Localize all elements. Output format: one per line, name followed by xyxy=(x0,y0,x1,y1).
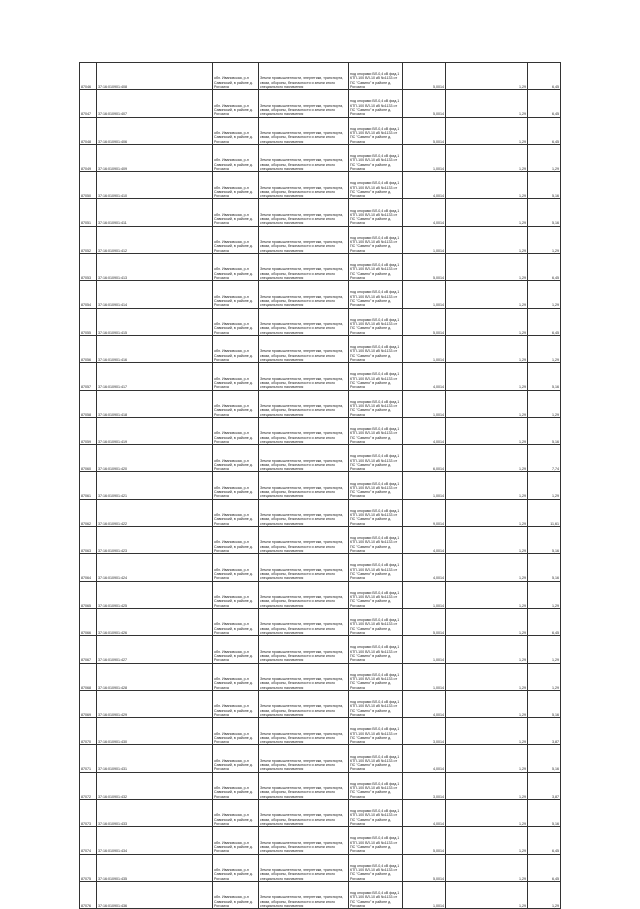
address-cell: обл. Ивановская, р-н Савинский, в районе д. Рогозиха xyxy=(213,90,259,117)
permitted-use-cell: под опорами ВЛ-0,4 кВ фид.1 КТП-100 ВЛ-10 кВ №1133 от ПС "Савино" в районе д. Рогозиха xyxy=(349,417,403,444)
address-cell: обл. Ивановская, р-н Савинский, в районе д. Рогозиха xyxy=(213,690,259,717)
address-cell: обл. Ивановская, р-н Савинский, в районе д. Рогозиха xyxy=(213,172,259,199)
address-cell: обл. Ивановская, р-н Савинский, в районе д. Рогозиха xyxy=(213,226,259,253)
address-cell: обл. Ивановская, р-н Савинский, в районе д. Рогозиха xyxy=(213,308,259,335)
row-id-cell: 87072 xyxy=(80,772,97,799)
row-id-cell: 87055 xyxy=(80,308,97,335)
sum-cell: 3,87 xyxy=(528,718,561,745)
area-cell: 1,0014 xyxy=(403,335,446,362)
row-id-cell: 87075 xyxy=(80,854,97,881)
address-cell: обл. Ивановская, р-н Савинский, в районе д. Рогозиха xyxy=(213,745,259,772)
row-id-cell: 87074 xyxy=(80,827,97,854)
sum-cell: 1,29 xyxy=(528,144,561,171)
area-cell: 5,0014 xyxy=(403,608,446,635)
address-cell: обл. Ивановская, р-н Савинский, в районе д. Рогозиха xyxy=(213,608,259,635)
row-id-cell: 87047 xyxy=(80,90,97,117)
land-category-cell: Земли промышленности, энергетики, транспорта, связи, обороны, безопасности и земли иного специального назначения xyxy=(259,772,349,799)
cadastral-number-cell: 37:16:010901:414 xyxy=(97,281,213,308)
row-id-cell: 87049 xyxy=(80,144,97,171)
permitted-use-cell: под опорами ВЛ-0,4 кВ фид.1 КТП-100 ВЛ-10 кВ №1133 от ПС "Савино" в районе д. Рогозиха xyxy=(349,254,403,281)
permitted-use-cell: под опорами ВЛ-0,4 кВ фид.1 КТП-100 ВЛ-10 кВ №1133 от ПС "Савино" в районе д. Рогозиха xyxy=(349,854,403,881)
area-cell: 5,0014 xyxy=(403,854,446,881)
permitted-use-cell: под опорами ВЛ-0,4 кВ фид.1 КТП-100 ВЛ-10 кВ №1133 от ПС "Савино" в районе д. Рогозиха xyxy=(349,90,403,117)
land-category-cell: Земли промышленности, энергетики, транспорта, связи, обороны, безопасности и земли иного специального назначения xyxy=(259,827,349,854)
sum-cell: 6,45 xyxy=(528,608,561,635)
row-id-cell: 87060 xyxy=(80,445,97,472)
table-row xyxy=(80,363,561,390)
area-cell: 4,0014 xyxy=(403,690,446,717)
cadastral-number-cell: 37:16:010901:413 xyxy=(97,254,213,281)
address-cell: обл. Ивановская, р-н Савинский, в районе д. Рогозиха xyxy=(213,581,259,608)
table-row xyxy=(80,772,561,799)
cadastral-number-cell: 37:16:010901:430 xyxy=(97,718,213,745)
area-cell: 3,0014 xyxy=(403,718,446,745)
address-cell: обл. Ивановская, р-н Савинский, в районе д. Рогозиха xyxy=(213,663,259,690)
area-cell: 1,0014 xyxy=(403,636,446,663)
rate-cell: 1,29 xyxy=(446,117,528,144)
row-id-cell: 87046 xyxy=(80,63,97,90)
row-id-cell: 87057 xyxy=(80,363,97,390)
address-cell: обл. Ивановская, р-н Савинский, в районе д. Рогозиха xyxy=(213,281,259,308)
cadastral-number-cell: 37:16:010901:408 xyxy=(97,63,213,90)
cadastral-number-cell: 37:16:010901:420 xyxy=(97,445,213,472)
address-cell: обл. Ивановская, р-н Савинский, в районе д. Рогозиха xyxy=(213,363,259,390)
land-category-cell: Земли промышленности, энергетики, транспорта, связи, обороны, безопасности и земли иного специального назначения xyxy=(259,226,349,253)
land-category-cell: Земли промышленности, энергетики, транспорта, связи, обороны, безопасности и земли иного специального назначения xyxy=(259,390,349,417)
area-cell: 1,0014 xyxy=(403,663,446,690)
address-cell: обл. Ивановская, р-н Савинский, в районе д. Рогозиха xyxy=(213,472,259,499)
table-row xyxy=(80,718,561,745)
land-category-cell: Земли промышленности, энергетики, транспорта, связи, обороны, безопасности и земли иного специального назначения xyxy=(259,254,349,281)
cadastral-number-cell: 37:16:010901:417 xyxy=(97,363,213,390)
land-category-cell: Земли промышленности, энергетики, транспорта, связи, обороны, безопасности и земли иного специального назначения xyxy=(259,63,349,90)
address-cell: обл. Ивановская, р-н Савинский, в районе д. Рогозиха xyxy=(213,636,259,663)
cadastral-number-cell: 37:16:010901:425 xyxy=(97,581,213,608)
address-cell: обл. Ивановская, р-н Савинский, в районе д. Рогозиха xyxy=(213,117,259,144)
address-cell: обл. Ивановская, р-н Савинский, в районе д. Рогозиха xyxy=(213,827,259,854)
sum-cell: 5,16 xyxy=(528,800,561,827)
table-row xyxy=(80,445,561,472)
permitted-use-cell: под опорами ВЛ-0,4 кВ фид.1 КТП-100 ВЛ-10 кВ №1133 от ПС "Савино" в районе д. Рогозиха xyxy=(349,827,403,854)
row-id-cell: 87076 xyxy=(80,881,97,908)
rate-cell: 1,29 xyxy=(446,881,528,908)
sum-cell: 5,16 xyxy=(528,527,561,554)
table-row xyxy=(80,554,561,581)
land-category-cell: Земли промышленности, энергетики, транспорта, связи, обороны, безопасности и земли иного специального назначения xyxy=(259,144,349,171)
table-row xyxy=(80,90,561,117)
permitted-use-cell: под опорами ВЛ-0,4 кВ фид.1 КТП-100 ВЛ-10 кВ №1133 от ПС "Савино" в районе д. Рогозиха xyxy=(349,335,403,362)
row-id-cell: 87070 xyxy=(80,718,97,745)
address-cell: обл. Ивановская, р-н Савинский, в районе д. Рогозиха xyxy=(213,718,259,745)
sum-cell: 5,16 xyxy=(528,745,561,772)
land-category-cell: Земли промышленности, энергетики, транспорта, связи, обороны, безопасности и земли иного специального назначения xyxy=(259,335,349,362)
area-cell: 6,0014 xyxy=(403,445,446,472)
table-row xyxy=(80,663,561,690)
permitted-use-cell: под опорами ВЛ-0,4 кВ фид.1 КТП-100 ВЛ-10 кВ №1133 от ПС "Савино" в районе д. Рогозиха xyxy=(349,63,403,90)
cadastral-number-cell: 37:16:010901:432 xyxy=(97,772,213,799)
cadastral-number-cell: 37:16:010901:429 xyxy=(97,690,213,717)
land-category-cell: Земли промышленности, энергетики, транспорта, связи, обороны, безопасности и земли иного специального назначения xyxy=(259,472,349,499)
address-cell: обл. Ивановская, р-н Савинский, в районе д. Рогозиха xyxy=(213,499,259,526)
rate-cell: 1,29 xyxy=(446,554,528,581)
land-category-cell: Земли промышленности, энергетики, транспорта, связи, обороны, безопасности и земли иного специального назначения xyxy=(259,581,349,608)
row-id-cell: 87059 xyxy=(80,417,97,444)
permitted-use-cell: под опорами ВЛ-0,4 кВ фид.1 КТП-100 ВЛ-10 кВ №1133 от ПС "Савино" в районе д. Рогозиха xyxy=(349,881,403,908)
address-cell: обл. Ивановская, р-н Савинский, в районе д. Рогозиха xyxy=(213,854,259,881)
area-cell: 4,0014 xyxy=(403,745,446,772)
area-cell: 5,0014 xyxy=(403,308,446,335)
sum-cell: 5,16 xyxy=(528,172,561,199)
table-row xyxy=(80,172,561,199)
rate-cell: 1,29 xyxy=(446,172,528,199)
permitted-use-cell: под опорами ВЛ-0,4 кВ фид.1 КТП-100 ВЛ-10 кВ №1133 от ПС "Савино" в районе д. Рогозиха xyxy=(349,144,403,171)
row-id-cell: 87062 xyxy=(80,499,97,526)
land-category-cell: Земли промышленности, энергетики, транспорта, связи, обороны, безопасности и земли иного специального назначения xyxy=(259,663,349,690)
cadastral-number-cell: 37:16:010901:406 xyxy=(97,117,213,144)
permitted-use-cell: под опорами ВЛ-0,4 кВ фид.1 КТП-100 ВЛ-10 кВ №1133 от ПС "Савино" в районе д. Рогозиха xyxy=(349,581,403,608)
rate-cell: 1,29 xyxy=(446,254,528,281)
table-row xyxy=(80,745,561,772)
address-cell: обл. Ивановская, р-н Савинский, в районе д. Рогозиха xyxy=(213,254,259,281)
sum-cell: 7,74 xyxy=(528,445,561,472)
table-row xyxy=(80,308,561,335)
permitted-use-cell: под опорами ВЛ-0,4 кВ фид.1 КТП-100 ВЛ-10 кВ №1133 от ПС "Савино" в районе д. Рогозиха xyxy=(349,308,403,335)
sum-cell: 5,16 xyxy=(528,690,561,717)
permitted-use-cell: под опорами ВЛ-0,4 кВ фид.1 КТП-100 ВЛ-10 кВ №1133 от ПС "Савино" в районе д. Рогозиха xyxy=(349,527,403,554)
table-row xyxy=(80,827,561,854)
land-category-cell: Земли промышленности, энергетики, транспорта, связи, обороны, безопасности и земли иного специального назначения xyxy=(259,363,349,390)
land-category-cell: Земли промышленности, энергетики, транспорта, связи, обороны, безопасности и земли иного специального назначения xyxy=(259,417,349,444)
land-category-cell: Земли промышленности, энергетики, транспорта, связи, обороны, безопасности и земли иного специального назначения xyxy=(259,608,349,635)
rate-cell: 1,29 xyxy=(446,90,528,117)
cadastral-number-cell: 37:16:010901:424 xyxy=(97,554,213,581)
sum-cell: 5,16 xyxy=(528,199,561,226)
row-id-cell: 87048 xyxy=(80,117,97,144)
land-category-cell: Земли промышленности, энергетики, транспорта, связи, обороны, безопасности и земли иного специального назначения xyxy=(259,281,349,308)
rate-cell: 1,29 xyxy=(446,308,528,335)
permitted-use-cell: под опорами ВЛ-0,4 кВ фид.1 КТП-100 ВЛ-10 кВ №1133 от ПС "Савино" в районе д. Рогозиха xyxy=(349,117,403,144)
cadastral-number-cell: 37:16:010901:433 xyxy=(97,800,213,827)
table-row xyxy=(80,690,561,717)
sum-cell: 5,16 xyxy=(528,554,561,581)
land-category-cell: Земли промышленности, энергетики, транспорта, связи, обороны, безопасности и земли иного специального назначения xyxy=(259,90,349,117)
area-cell: 5,0014 xyxy=(403,254,446,281)
row-id-cell: 87064 xyxy=(80,554,97,581)
table-row xyxy=(80,417,561,444)
permitted-use-cell: под опорами ВЛ-0,4 кВ фид.1 КТП-100 ВЛ-10 кВ №1133 от ПС "Савино" в районе д. Рогозиха xyxy=(349,363,403,390)
row-id-cell: 87066 xyxy=(80,608,97,635)
land-category-cell: Земли промышленности, энергетики, транспорта, связи, обороны, безопасности и земли иного специального назначения xyxy=(259,117,349,144)
area-cell: 1,0014 xyxy=(403,472,446,499)
rate-cell: 1,29 xyxy=(446,854,528,881)
row-id-cell: 87063 xyxy=(80,527,97,554)
permitted-use-cell: под опорами ВЛ-0,4 кВ фид.1 КТП-100 ВЛ-10 кВ №1133 от ПС "Савино" в районе д. Рогозиха xyxy=(349,226,403,253)
address-cell: обл. Ивановская, р-н Савинский, в районе д. Рогозиха xyxy=(213,527,259,554)
rate-cell: 1,29 xyxy=(446,527,528,554)
land-category-cell: Земли промышленности, энергетики, транспорта, связи, обороны, безопасности и земли иного специального назначения xyxy=(259,745,349,772)
address-cell: обл. Ивановская, р-н Савинский, в районе д. Рогозиха xyxy=(213,445,259,472)
address-cell: обл. Ивановская, р-н Савинский, в районе д. Рогозиха xyxy=(213,417,259,444)
row-id-cell: 87067 xyxy=(80,636,97,663)
sum-cell: 1,29 xyxy=(528,390,561,417)
rate-cell: 1,29 xyxy=(446,608,528,635)
area-cell: 1,0014 xyxy=(403,581,446,608)
table-row xyxy=(80,636,561,663)
area-cell: 1,0014 xyxy=(403,881,446,908)
land-category-cell: Земли промышленности, энергетики, транспорта, связи, обороны, безопасности и земли иного специального назначения xyxy=(259,636,349,663)
land-category-cell: Земли промышленности, энергетики, транспорта, связи, обороны, безопасности и земли иного специального назначения xyxy=(259,690,349,717)
table-row xyxy=(80,472,561,499)
row-id-cell: 87065 xyxy=(80,581,97,608)
sum-cell: 1,29 xyxy=(528,636,561,663)
area-cell: 9,0014 xyxy=(403,499,446,526)
sum-cell: 1,29 xyxy=(528,581,561,608)
sum-cell: 1,29 xyxy=(528,472,561,499)
land-category-cell: Земли промышленности, энергетики, транспорта, связи, обороны, безопасности и земли иного специального назначения xyxy=(259,527,349,554)
cadastral-number-cell: 37:16:010901:409 xyxy=(97,144,213,171)
land-category-cell: Земли промышленности, энергетики, транспорта, связи, обороны, безопасности и земли иного специального назначения xyxy=(259,445,349,472)
rate-cell: 1,29 xyxy=(446,745,528,772)
cadastral-number-cell: 37:16:010901:427 xyxy=(97,636,213,663)
land-plots-table xyxy=(79,62,561,909)
table-row xyxy=(80,254,561,281)
area-cell: 1,0014 xyxy=(403,226,446,253)
permitted-use-cell: под опорами ВЛ-0,4 кВ фид.1 КТП-100 ВЛ-10 кВ №1133 от ПС "Савино" в районе д. Рогозиха xyxy=(349,472,403,499)
sum-cell: 5,16 xyxy=(528,363,561,390)
area-cell: 5,0014 xyxy=(403,90,446,117)
row-id-cell: 87056 xyxy=(80,335,97,362)
address-cell: обл. Ивановская, р-н Савинский, в районе д. Рогозиха xyxy=(213,199,259,226)
rate-cell: 1,29 xyxy=(446,472,528,499)
cadastral-number-cell: 37:16:010901:426 xyxy=(97,608,213,635)
sum-cell: 6,45 xyxy=(528,827,561,854)
rate-cell: 1,29 xyxy=(446,417,528,444)
rate-cell: 1,29 xyxy=(446,281,528,308)
table-row xyxy=(80,281,561,308)
permitted-use-cell: под опорами ВЛ-0,4 кВ фид.1 КТП-100 ВЛ-10 кВ №1133 от ПС "Савино" в районе д. Рогозиха xyxy=(349,772,403,799)
area-cell: 1,0014 xyxy=(403,281,446,308)
sum-cell: 6,45 xyxy=(528,117,561,144)
permitted-use-cell: под опорами ВЛ-0,4 кВ фид.1 КТП-100 ВЛ-10 кВ №1133 от ПС "Савино" в районе д. Рогозиха xyxy=(349,390,403,417)
land-category-cell: Земли промышленности, энергетики, транспорта, связи, обороны, безопасности и земли иного специального назначения xyxy=(259,554,349,581)
cadastral-number-cell: 37:16:010901:422 xyxy=(97,499,213,526)
table-row xyxy=(80,608,561,635)
area-cell: 4,0014 xyxy=(403,800,446,827)
cadastral-number-cell: 37:16:010901:416 xyxy=(97,335,213,362)
permitted-use-cell: под опорами ВЛ-0,4 кВ фид.1 КТП-100 ВЛ-10 кВ №1133 от ПС "Савино" в районе д. Рогозиха xyxy=(349,800,403,827)
land-category-cell: Земли промышленности, энергетики, транспорта, связи, обороны, безопасности и земли иного специального назначения xyxy=(259,854,349,881)
rate-cell: 1,29 xyxy=(446,772,528,799)
rate-cell: 1,29 xyxy=(446,390,528,417)
address-cell: обл. Ивановская, р-н Савинский, в районе д. Рогозиха xyxy=(213,63,259,90)
sum-cell: 5,16 xyxy=(528,417,561,444)
rate-cell: 1,29 xyxy=(446,690,528,717)
area-cell: 1,0014 xyxy=(403,390,446,417)
sum-cell: 6,45 xyxy=(528,308,561,335)
address-cell: обл. Ивановская, р-н Савинский, в районе д. Рогозиха xyxy=(213,335,259,362)
permitted-use-cell: под опорами ВЛ-0,4 кВ фид.1 КТП-100 ВЛ-10 кВ №1133 от ПС "Савино" в районе д. Рогозиха xyxy=(349,718,403,745)
permitted-use-cell: под опорами ВЛ-0,4 кВ фид.1 КТП-100 ВЛ-10 кВ №1133 от ПС "Савино" в районе д. Рогозиха xyxy=(349,608,403,635)
rate-cell: 1,29 xyxy=(446,144,528,171)
sum-cell: 1,29 xyxy=(528,663,561,690)
cadastral-number-cell: 37:16:010901:431 xyxy=(97,745,213,772)
rate-cell: 1,29 xyxy=(446,226,528,253)
land-category-cell: Земли промышленности, энергетики, транспорта, связи, обороны, безопасности и земли иного специального назначения xyxy=(259,308,349,335)
table-row xyxy=(80,117,561,144)
sum-cell: 6,45 xyxy=(528,63,561,90)
land-category-cell: Земли промышленности, энергетики, транспорта, связи, обороны, безопасности и земли иного специального назначения xyxy=(259,172,349,199)
row-id-cell: 87058 xyxy=(80,390,97,417)
permitted-use-cell: под опорами ВЛ-0,4 кВ фид.1 КТП-100 ВЛ-10 кВ №1133 от ПС "Савино" в районе д. Рогозиха xyxy=(349,281,403,308)
permitted-use-cell: под опорами ВЛ-0,4 кВ фид.1 КТП-100 ВЛ-10 кВ №1133 от ПС "Савино" в районе д. Рогозиха xyxy=(349,554,403,581)
table-row xyxy=(80,226,561,253)
cadastral-number-cell: 37:16:010901:415 xyxy=(97,308,213,335)
cadastral-number-cell: 37:16:010901:436 xyxy=(97,881,213,908)
rate-cell: 1,29 xyxy=(446,718,528,745)
sum-cell: 11,61 xyxy=(528,499,561,526)
area-cell: 5,0014 xyxy=(403,117,446,144)
permitted-use-cell: под опорами ВЛ-0,4 кВ фид.1 КТП-100 ВЛ-10 кВ №1133 от ПС "Савино" в районе д. Рогозиха xyxy=(349,636,403,663)
cadastral-number-cell: 37:16:010901:418 xyxy=(97,390,213,417)
area-cell: 5,0014 xyxy=(403,63,446,90)
sum-cell: 3,87 xyxy=(528,772,561,799)
permitted-use-cell: под опорами ВЛ-0,4 кВ фид.1 КТП-100 ВЛ-10 кВ №1133 от ПС "Савино" в районе д. Рогозиха xyxy=(349,199,403,226)
rate-cell: 1,29 xyxy=(446,363,528,390)
table-row xyxy=(80,335,561,362)
row-id-cell: 87050 xyxy=(80,172,97,199)
table-body xyxy=(80,63,561,909)
area-cell: 5,0014 xyxy=(403,827,446,854)
table-row xyxy=(80,199,561,226)
row-id-cell: 87073 xyxy=(80,800,97,827)
rate-cell: 1,29 xyxy=(446,581,528,608)
cadastral-number-cell: 37:16:010901:407 xyxy=(97,90,213,117)
row-id-cell: 87069 xyxy=(80,690,97,717)
sum-cell: 1,29 xyxy=(528,335,561,362)
cadastral-number-cell: 37:16:010901:419 xyxy=(97,417,213,444)
area-cell: 1,0014 xyxy=(403,144,446,171)
land-category-cell: Земли промышленности, энергетики, транспорта, связи, обороны, безопасности и земли иного специального назначения xyxy=(259,199,349,226)
table-row xyxy=(80,390,561,417)
table-row xyxy=(80,499,561,526)
cadastral-number-cell: 37:16:010901:423 xyxy=(97,527,213,554)
permitted-use-cell: под опорами ВЛ-0,4 кВ фид.1 КТП-100 ВЛ-10 кВ №1133 от ПС "Савино" в районе д. Рогозиха xyxy=(349,690,403,717)
permitted-use-cell: под опорами ВЛ-0,4 кВ фид.1 КТП-100 ВЛ-10 кВ №1133 от ПС "Савино" в районе д. Рогозиха xyxy=(349,445,403,472)
sum-cell: 6,45 xyxy=(528,854,561,881)
row-id-cell: 87053 xyxy=(80,254,97,281)
cadastral-number-cell: 37:16:010901:410 xyxy=(97,172,213,199)
rate-cell: 1,29 xyxy=(446,636,528,663)
rate-cell: 1,29 xyxy=(446,827,528,854)
rate-cell: 1,29 xyxy=(446,800,528,827)
cadastral-number-cell: 37:16:010901:434 xyxy=(97,827,213,854)
rate-cell: 1,29 xyxy=(446,499,528,526)
rate-cell: 1,29 xyxy=(446,199,528,226)
table-row xyxy=(80,63,561,90)
cadastral-number-cell: 37:16:010901:412 xyxy=(97,226,213,253)
address-cell: обл. Ивановская, р-н Савинский, в районе д. Рогозиха xyxy=(213,800,259,827)
permitted-use-cell: под опорами ВЛ-0,4 кВ фид.1 КТП-100 ВЛ-10 кВ №1133 от ПС "Савино" в районе д. Рогозиха xyxy=(349,663,403,690)
cadastral-number-cell: 37:16:010901:428 xyxy=(97,663,213,690)
row-id-cell: 87052 xyxy=(80,226,97,253)
row-id-cell: 87054 xyxy=(80,281,97,308)
table-row xyxy=(80,800,561,827)
table-row xyxy=(80,581,561,608)
rate-cell: 1,29 xyxy=(446,63,528,90)
sum-cell: 1,29 xyxy=(528,881,561,908)
address-cell: обл. Ивановская, р-н Савинский, в районе д. Рогозиха xyxy=(213,554,259,581)
land-category-cell: Земли промышленности, энергетики, транспорта, связи, обороны, безопасности и земли иного специального назначения xyxy=(259,499,349,526)
table-row xyxy=(80,144,561,171)
cadastral-number-cell: 37:16:010901:421 xyxy=(97,472,213,499)
row-id-cell: 87071 xyxy=(80,745,97,772)
area-cell: 4,0014 xyxy=(403,417,446,444)
sum-cell: 1,29 xyxy=(528,226,561,253)
sum-cell: 6,45 xyxy=(528,254,561,281)
address-cell: обл. Ивановская, р-н Савинский, в районе д. Рогозиха xyxy=(213,390,259,417)
rate-cell: 1,29 xyxy=(446,445,528,472)
table-row xyxy=(80,854,561,881)
row-id-cell: 87051 xyxy=(80,199,97,226)
area-cell: 4,0014 xyxy=(403,199,446,226)
row-id-cell: 87068 xyxy=(80,663,97,690)
sum-cell: 1,29 xyxy=(528,281,561,308)
permitted-use-cell: под опорами ВЛ-0,4 кВ фид.1 КТП-100 ВЛ-10 кВ №1133 от ПС "Савино" в районе д. Рогозиха xyxy=(349,745,403,772)
land-category-cell: Земли промышленности, энергетики, транспорта, связи, обороны, безопасности и земли иного специального назначения xyxy=(259,881,349,908)
area-cell: 3,0014 xyxy=(403,772,446,799)
permitted-use-cell: под опорами ВЛ-0,4 кВ фид.1 КТП-100 ВЛ-10 кВ №1133 от ПС "Савино" в районе д. Рогозиха xyxy=(349,172,403,199)
area-cell: 4,0014 xyxy=(403,363,446,390)
area-cell: 4,0014 xyxy=(403,172,446,199)
permitted-use-cell: под опорами ВЛ-0,4 кВ фид.1 КТП-100 ВЛ-10 кВ №1133 от ПС "Савино" в районе д. Рогозиха xyxy=(349,499,403,526)
row-id-cell: 87061 xyxy=(80,472,97,499)
table-row xyxy=(80,527,561,554)
land-category-cell: Земли промышленности, энергетики, транспорта, связи, обороны, безопасности и земли иного специального назначения xyxy=(259,718,349,745)
cadastral-number-cell: 37:16:010901:411 xyxy=(97,199,213,226)
area-cell: 4,0014 xyxy=(403,554,446,581)
land-category-cell: Земли промышленности, энергетики, транспорта, связи, обороны, безопасности и земли иного специального назначения xyxy=(259,800,349,827)
address-cell: обл. Ивановская, р-н Савинский, в районе д. Рогозиха xyxy=(213,144,259,171)
sum-cell: 6,45 xyxy=(528,90,561,117)
area-cell: 4,0014 xyxy=(403,527,446,554)
rate-cell: 1,29 xyxy=(446,335,528,362)
address-cell: обл. Ивановская, р-н Савинский, в районе д. Рогозиха xyxy=(213,881,259,908)
rate-cell: 1,29 xyxy=(446,663,528,690)
address-cell: обл. Ивановская, р-н Савинский, в районе д. Рогозиха xyxy=(213,772,259,799)
cadastral-number-cell: 37:16:010901:435 xyxy=(97,854,213,881)
